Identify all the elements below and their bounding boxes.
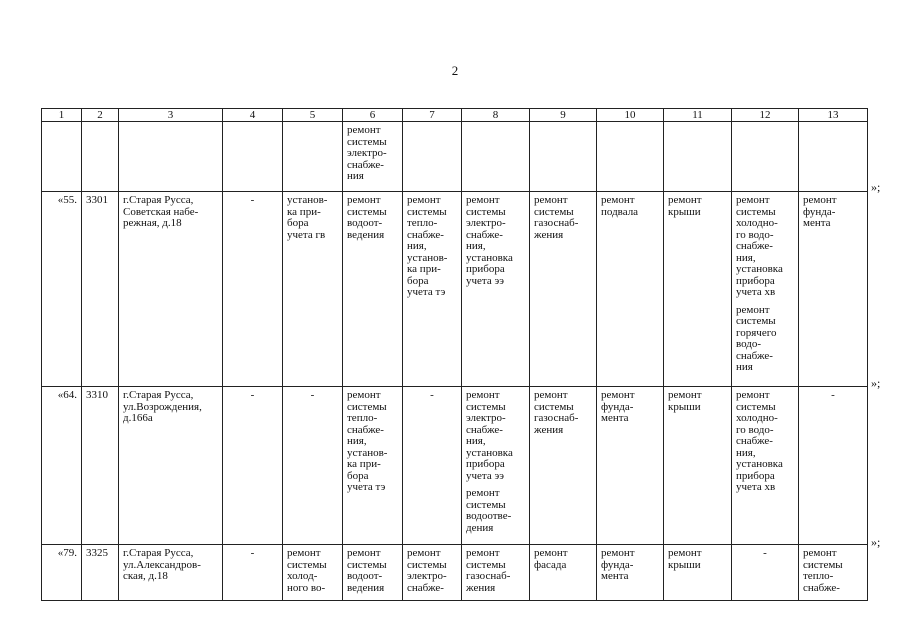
row-code: 3325: [82, 545, 119, 601]
row-code: 3301: [82, 192, 119, 387]
page-number: 2: [451, 63, 459, 78]
text-line: го водо-: [736, 228, 774, 241]
table-cell-works: [732, 192, 799, 387]
table-cell-works: [343, 192, 403, 387]
works-block: [736, 305, 794, 374]
text-line: фунда-: [803, 205, 836, 218]
text-line: ремонт: [601, 194, 635, 206]
row-address: [119, 387, 223, 545]
text-line: ремонт: [803, 194, 837, 206]
text-line: фунда-: [601, 400, 634, 413]
text-line: снабже-: [407, 581, 444, 594]
table-cell-works: [530, 387, 597, 545]
text-line: ремонт: [736, 194, 770, 206]
text-line: жения: [534, 228, 564, 241]
text-line: снабже-: [803, 581, 840, 594]
text-line: водоот-: [347, 570, 383, 582]
text-line: электро-: [466, 217, 506, 229]
text-line: ного во-: [287, 581, 326, 594]
text-line: жения: [534, 423, 564, 436]
table-cell-works: [597, 192, 664, 387]
text-line: ремонт: [668, 194, 702, 206]
table-cell: [462, 122, 530, 192]
text-line: системы: [347, 400, 387, 413]
text-line: прибора: [466, 263, 505, 275]
table-cell-works: [597, 387, 664, 545]
table-cell-empty-mark: -: [799, 387, 868, 545]
text-line: ремонт: [466, 487, 500, 499]
text-line: электро-: [466, 412, 506, 424]
text-line: ния,: [407, 240, 427, 252]
closing-quote: »;: [871, 376, 881, 390]
header-cell: 2: [82, 109, 119, 122]
row-address: [119, 192, 223, 387]
text-line: прибора: [466, 458, 505, 470]
table-cell-empty-mark: -: [732, 545, 799, 601]
text-line: системы: [534, 400, 574, 413]
text-line: системы: [534, 205, 574, 218]
text-line: ремонт: [347, 547, 381, 559]
table-cell-empty-mark: -: [223, 192, 283, 387]
text-line: тепло-: [407, 217, 438, 229]
text-line: Советская набе-: [123, 205, 199, 218]
text-line: фасада: [534, 558, 567, 571]
text-line: учета ээ: [466, 469, 504, 482]
header-cell: 10: [597, 109, 664, 122]
text-line: системы: [347, 135, 387, 148]
text-line: холод-: [287, 570, 318, 582]
text-line: тепло-: [347, 412, 378, 424]
table-cell: [732, 122, 799, 192]
text-line: установка: [466, 251, 513, 264]
row-address: [119, 545, 223, 601]
text-line: водоот-: [347, 217, 383, 229]
table-row-64: [42, 387, 868, 545]
text-line: газоснаб-: [466, 570, 511, 582]
header-row: [42, 109, 868, 122]
text-line: д.166а: [123, 412, 153, 424]
text-line: го водо-: [736, 423, 774, 436]
text-line: снабже-: [466, 228, 503, 241]
text-line: снабже-: [347, 423, 384, 436]
text-line: водоотве-: [466, 510, 512, 522]
text-line: снабже-: [347, 158, 384, 171]
text-line: мента: [601, 412, 629, 424]
text-line: холодно-: [736, 412, 778, 424]
text-line: ремонт: [534, 547, 568, 559]
text-line: ская, д.18: [123, 570, 168, 582]
header-cell: 4: [223, 109, 283, 122]
text-line: системы: [347, 558, 387, 571]
text-line: прибора: [736, 274, 775, 287]
header-cell: 5: [283, 109, 343, 122]
text-line: газоснаб-: [534, 217, 579, 229]
table-cell-works: [403, 192, 462, 387]
text-line: ка при-: [347, 458, 381, 470]
text-line: бора: [287, 217, 309, 229]
text-line: установка: [736, 458, 783, 470]
header-cell: 6: [343, 109, 403, 122]
text-line: системы: [466, 400, 506, 413]
text-line: ремонт: [601, 547, 635, 559]
text-line: бора: [407, 274, 429, 287]
works-block: [736, 195, 794, 299]
text-line: ремонт: [534, 389, 568, 401]
text-line: ремонт: [347, 389, 381, 401]
table-cell-works: [732, 387, 799, 545]
text-line: ведения: [347, 581, 385, 594]
text-line: системы: [466, 558, 506, 571]
text-line: электро-: [347, 147, 387, 159]
text-line: крыши: [668, 558, 701, 571]
text-line: жения: [466, 581, 496, 594]
row-number: «79.: [42, 545, 82, 601]
text-line: ремонт: [407, 547, 441, 559]
text-line: г.Старая Русса,: [123, 389, 194, 401]
table-cell-works: [343, 122, 403, 192]
text-line: ремонт: [407, 194, 441, 206]
table-cell: [82, 122, 119, 192]
text-line: г.Старая Русса,: [123, 194, 194, 206]
table-row-79: [42, 545, 868, 601]
text-line: ния,: [736, 446, 756, 459]
header-cell: 9: [530, 109, 597, 122]
text-line: ремонт: [601, 389, 635, 401]
row-code: 3310: [82, 387, 119, 545]
text-line: ремонт: [347, 124, 381, 136]
row-number: «64.: [42, 387, 82, 545]
text-line: установ-: [407, 251, 448, 264]
text-line: снабже-: [407, 228, 444, 241]
works-block: [466, 390, 525, 482]
text-line: системы: [407, 205, 447, 218]
table-cell-works: [462, 545, 530, 601]
text-line: ния,: [736, 251, 756, 264]
table-cell-works: [530, 545, 597, 601]
text-line: крыши: [668, 205, 701, 218]
table-cell-works: [799, 192, 868, 387]
text-line: ремонт: [736, 303, 770, 316]
header-cell: 13: [799, 109, 868, 122]
table-cell-works: [403, 545, 462, 601]
text-line: ремонт: [803, 547, 837, 559]
text-line: системы: [803, 558, 843, 571]
text-line: газоснаб-: [534, 412, 579, 424]
text-line: снабже-: [466, 423, 503, 436]
text-line: учета тэ: [347, 481, 386, 493]
text-line: водо-: [736, 338, 762, 350]
text-line: ния: [736, 361, 753, 373]
header-cell: 3: [119, 109, 223, 122]
text-line: снабже-: [736, 349, 773, 362]
table-cell: [530, 122, 597, 192]
text-line: системы: [466, 498, 506, 511]
closing-quote: »;: [871, 180, 881, 194]
closing-quote: »;: [871, 535, 881, 549]
table-row-55: [42, 192, 868, 387]
text-line: учета тэ: [407, 286, 446, 298]
table-cell: [597, 122, 664, 192]
text-line: установ-: [347, 446, 388, 459]
text-line: горячего: [736, 326, 777, 339]
text-line: прибора: [736, 469, 775, 482]
text-line: учета хв: [736, 286, 776, 298]
table-cell-empty-mark: -: [223, 387, 283, 545]
text-line: ремонт: [736, 389, 770, 401]
table-cell-empty-mark: -: [403, 387, 462, 545]
text-line: ул.Возрождения,: [123, 400, 202, 413]
works-block: [466, 488, 525, 534]
text-line: ремонт: [466, 194, 500, 206]
table-cell-works: [343, 545, 403, 601]
table-cell: [799, 122, 868, 192]
text-line: ремонт: [287, 547, 321, 559]
text-line: г.Старая Русса,: [123, 547, 194, 559]
table-cell: [403, 122, 462, 192]
text-line: мента: [803, 217, 831, 229]
text-line: ния,: [466, 435, 486, 447]
text-line: установка: [736, 263, 783, 275]
table-cell-works: [664, 387, 732, 545]
table-cell-works: [462, 192, 530, 387]
text-line: установ-: [287, 194, 328, 206]
text-line: бора: [347, 469, 369, 482]
text-line: ремонт: [668, 547, 702, 559]
table-cell-works: [283, 192, 343, 387]
text-line: электро-: [407, 570, 447, 582]
text-line: ка при-: [407, 263, 441, 275]
text-line: системы: [407, 558, 447, 571]
text-line: ул.Александров-: [123, 558, 201, 571]
table-cell-empty-mark: -: [223, 545, 283, 601]
text-line: системы: [736, 205, 776, 218]
text-line: крыши: [668, 400, 701, 413]
text-line: снабже-: [736, 435, 773, 447]
text-line: ремонт: [668, 389, 702, 401]
text-line: ремонт: [466, 547, 500, 559]
text-line: ведения: [347, 228, 385, 241]
text-line: ния,: [347, 435, 367, 447]
text-line: системы: [347, 205, 387, 218]
text-line: дения: [466, 521, 494, 534]
text-line: ремонт: [534, 194, 568, 206]
text-line: системы: [736, 400, 776, 413]
table-cell-works: [343, 387, 403, 545]
text-line: мента: [601, 570, 629, 582]
table-cell-works: [664, 192, 732, 387]
text-line: учета гв: [287, 228, 326, 241]
table-cell: [664, 122, 732, 192]
text-line: учета ээ: [466, 274, 504, 287]
table-cell-works: [799, 545, 868, 601]
text-line: ния,: [466, 240, 486, 252]
text-line: установка: [466, 446, 513, 459]
text-line: системы: [736, 315, 776, 327]
text-line: системы: [466, 205, 506, 218]
table-cell-works: [283, 545, 343, 601]
table-row-continued: [42, 122, 868, 192]
table-cell-empty-mark: -: [283, 387, 343, 545]
text-line: учета хв: [736, 481, 776, 493]
table-cell: [283, 122, 343, 192]
header-cell: 7: [403, 109, 462, 122]
header-cell: 1: [42, 109, 82, 122]
row-number: «55.: [42, 192, 82, 387]
text-line: ремонт: [466, 389, 500, 401]
text-line: системы: [287, 558, 327, 571]
text-line: фунда-: [601, 558, 634, 571]
table-cell-works: [530, 192, 597, 387]
text-line: снабже-: [736, 240, 773, 252]
table-cell: [223, 122, 283, 192]
header-cell: 11: [664, 109, 732, 122]
table-cell: [119, 122, 223, 192]
table-cell: [42, 122, 82, 192]
header-cell: 8: [462, 109, 530, 122]
text-line: подвала: [601, 205, 639, 218]
text-line: холодно-: [736, 217, 778, 229]
repair-schedule-table: [41, 108, 868, 601]
table-cell-works: [597, 545, 664, 601]
header-cell: 12: [732, 109, 799, 122]
table-cell-works: [664, 545, 732, 601]
table-cell-works: [462, 387, 530, 545]
text-line: тепло-: [803, 570, 834, 582]
text-line: ремонт: [347, 194, 381, 206]
text-line: ка при-: [287, 205, 321, 218]
text-line: ния: [347, 170, 364, 182]
text-line: режная, д.18: [123, 217, 182, 229]
